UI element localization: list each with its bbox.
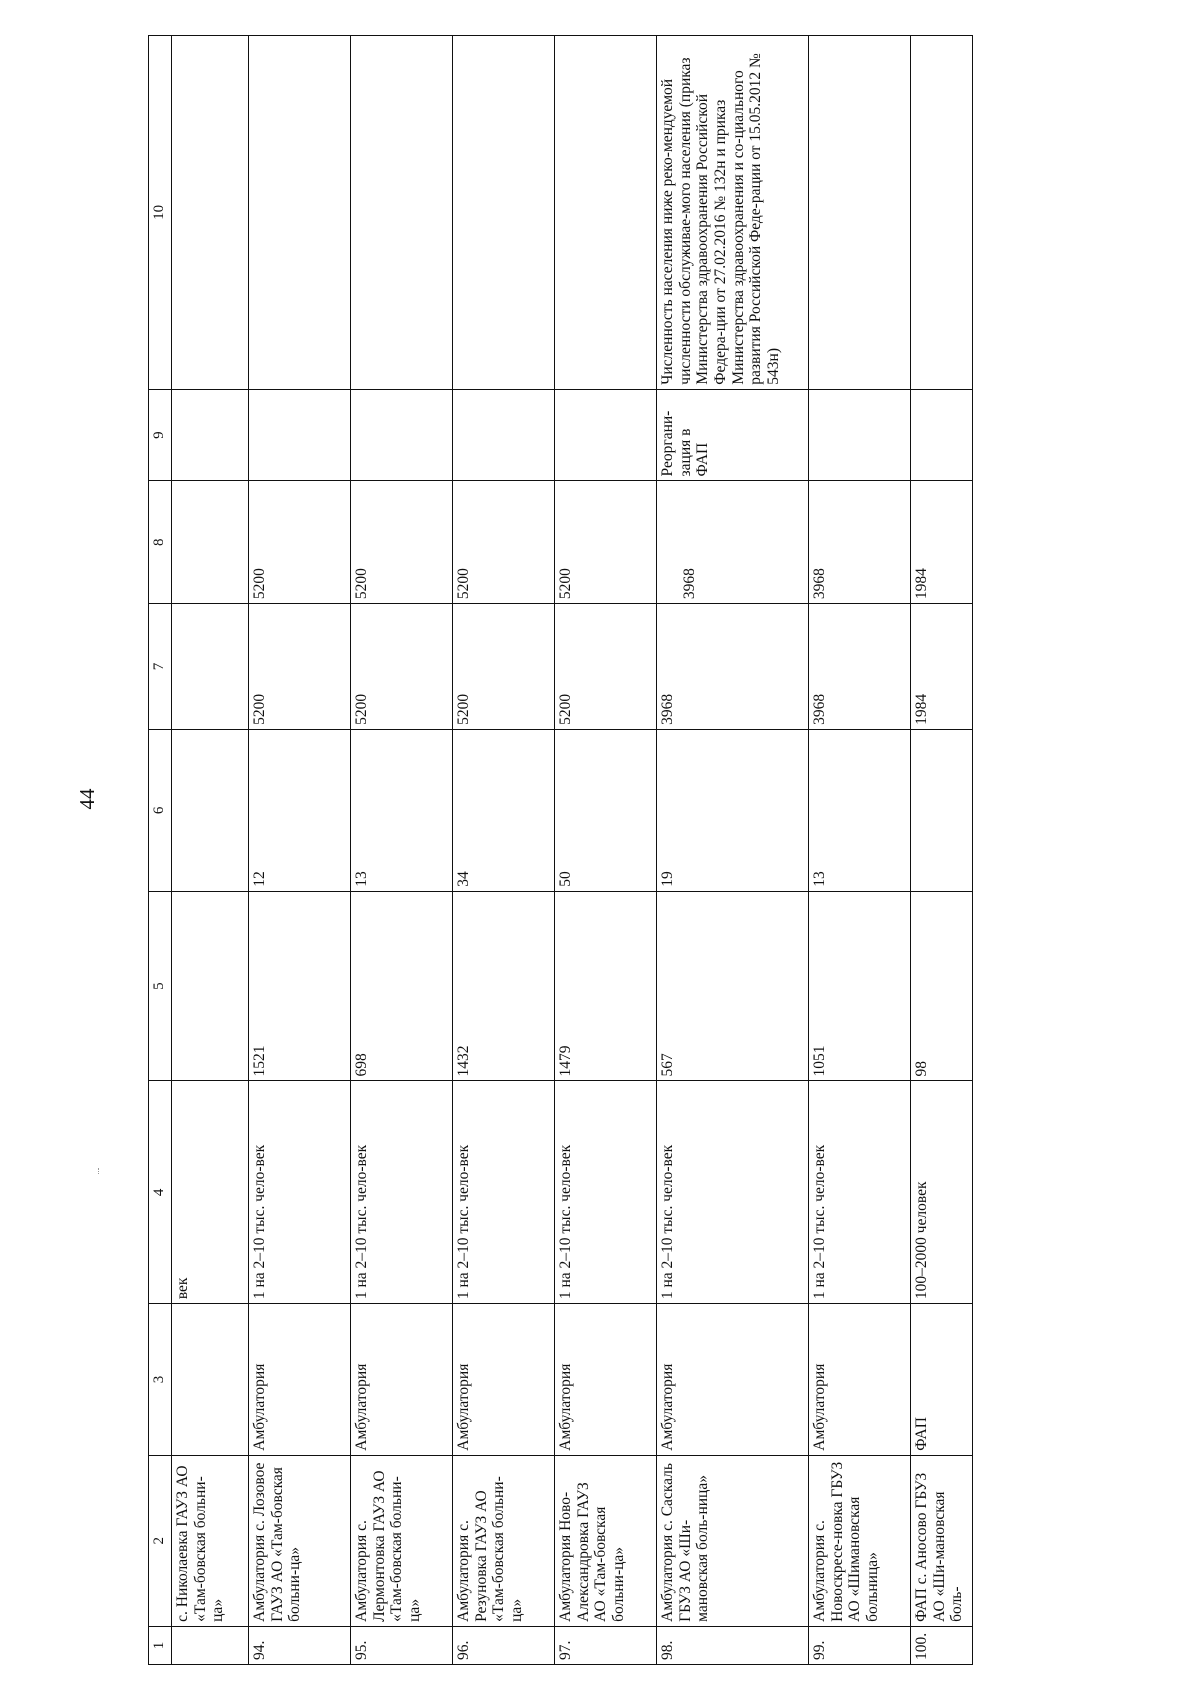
cell-justification	[453, 36, 555, 390]
cell-col8: 1984	[911, 481, 973, 604]
cell-justification	[911, 36, 973, 390]
cell-population: 98	[911, 891, 973, 1081]
cell-norm: 1 на 2–10 тыс. чело-век	[555, 1081, 657, 1304]
cell-col8: 5200	[555, 481, 657, 604]
cell-col8: 5200	[249, 481, 351, 604]
cell-action	[172, 389, 249, 481]
cell-population: 567	[657, 891, 809, 1081]
cell-justification	[249, 36, 351, 390]
cell-institution: Амбулатория с. Саскаль ГБУЗ АО «Ши-мановская боль-ница»	[657, 1455, 809, 1626]
data-table	[148, 35, 973, 1665]
cell-action: Реоргани-зация в ФАП	[657, 389, 809, 481]
cell-type	[172, 1304, 249, 1456]
cell-action	[351, 389, 453, 481]
table-header-row	[149, 36, 172, 1665]
cell-norm: век	[172, 1081, 249, 1304]
table-row	[809, 36, 911, 1665]
cell-col7: 3968	[657, 604, 809, 730]
cell-col8: 5200	[453, 481, 555, 604]
cell-number: 97.	[555, 1626, 657, 1664]
column-header: 1	[149, 1626, 172, 1664]
cell-col6: 13	[351, 729, 453, 891]
cell-type: Амбулатория	[351, 1304, 453, 1456]
cell-population: 1432	[453, 891, 555, 1081]
table-row	[911, 36, 973, 1665]
cell-institution: ФАП с. Аносово ГБУЗ АО «Ши-мановская боль-	[911, 1455, 973, 1626]
column-header: 5	[149, 891, 172, 1081]
cell-number: 95.	[351, 1626, 453, 1664]
table-row	[172, 36, 249, 1665]
table-row	[555, 36, 657, 1665]
cell-number: 94.	[249, 1626, 351, 1664]
column-header: 10	[149, 36, 172, 390]
cell-institution: Амбулатория Ново-Александровка ГАУЗ АО «Там-бовская больни-ца»	[555, 1455, 657, 1626]
cell-col6: 19	[657, 729, 809, 891]
cell-institution: Амбулатория с. Резуновка ГАУЗ АО «Там-бовская больни-ца»	[453, 1455, 555, 1626]
cell-col8: 5200	[351, 481, 453, 604]
column-header: 8	[149, 481, 172, 604]
cell-col8: 3968	[809, 481, 911, 604]
cell-action	[249, 389, 351, 481]
cell-number: 99.	[809, 1626, 911, 1664]
rotated-table-container	[148, 35, 1048, 1665]
cell-action	[911, 389, 973, 481]
cell-action	[555, 389, 657, 481]
column-header: 3	[149, 1304, 172, 1456]
cell-institution: Амбулатория с. Новоскресе-новка ГБУЗ АО «Шимановская больница»	[809, 1455, 911, 1626]
cell-norm: 1 на 2–10 тыс. чело-век	[351, 1081, 453, 1304]
cell-number: 98.	[657, 1626, 809, 1664]
cell-col8-value: 3968	[681, 568, 699, 600]
cell-col7: 1984	[911, 604, 973, 730]
column-header: 6	[149, 729, 172, 891]
cell-col7: 5200	[555, 604, 657, 730]
cell-type: Амбулатория	[657, 1304, 809, 1456]
cell-action	[809, 389, 911, 481]
cell-col7: 3968	[809, 604, 911, 730]
cell-type: Амбулатория	[809, 1304, 911, 1456]
cell-institution: Амбулатория с. Лозовое ГАУЗ АО «Там-бовская больни-ца»	[249, 1455, 351, 1626]
column-header: 9	[149, 389, 172, 481]
table-row	[249, 36, 351, 1665]
table-row	[351, 36, 453, 1665]
table-row	[453, 36, 555, 1665]
column-header: 7	[149, 604, 172, 730]
scan-speck	[98, 1168, 103, 1174]
cell-institution: с. Николаевка ГАУЗ АО «Там-бовская больни-ца»	[172, 1455, 249, 1626]
cell-col7: 5200	[351, 604, 453, 730]
cell-justification	[809, 36, 911, 390]
cell-col6: 34	[453, 729, 555, 891]
cell-col7: 5200	[249, 604, 351, 730]
cell-col7: 5200	[453, 604, 555, 730]
cell-number: 96.	[453, 1626, 555, 1664]
cell-col6: 50	[555, 729, 657, 891]
cell-col7	[172, 604, 249, 730]
cell-col8	[657, 481, 809, 604]
cell-type: ФАП	[911, 1304, 973, 1456]
cell-justification	[351, 36, 453, 390]
cell-population: 1479	[555, 891, 657, 1081]
cell-norm: 1 на 2–10 тыс. чело-век	[657, 1081, 809, 1304]
cell-norm: 1 на 2–10 тыс. чело-век	[453, 1081, 555, 1304]
cell-justification	[172, 36, 249, 390]
cell-institution: Амбулатория с. Лермонтовка ГАУЗ АО «Там-бовская больни-ца»	[351, 1455, 453, 1626]
cell-type: Амбулатория	[249, 1304, 351, 1456]
cell-justification	[555, 36, 657, 390]
cell-type: Амбулатория	[555, 1304, 657, 1456]
cell-action	[453, 389, 555, 481]
cell-population	[172, 891, 249, 1081]
column-header: 4	[149, 1081, 172, 1304]
cell-col6: 12	[249, 729, 351, 891]
cell-norm: 1 на 2–10 тыс. чело-век	[809, 1081, 911, 1304]
cell-justification: Численность населения ниже реко-мендуемой численности обслуживае-мого населения (приказ Министерства здравоохранения Российской Федера-ции от 27.02.2016 № 132н и приказ Министерства здравоохранения и со-циального развития Российской Феде-рации от 15.05.2012 № 543н)	[657, 36, 809, 390]
cell-population: 698	[351, 891, 453, 1081]
cell-col8	[172, 481, 249, 604]
column-header: 2	[149, 1455, 172, 1626]
page-number: 44	[75, 788, 99, 810]
table-row	[657, 36, 809, 1665]
cell-population: 1051	[809, 891, 911, 1081]
cell-norm: 100–2000 человек	[911, 1081, 973, 1304]
cell-col6	[172, 729, 249, 891]
cell-population: 1521	[249, 891, 351, 1081]
cell-col6	[911, 729, 973, 891]
cell-col6: 13	[809, 729, 911, 891]
cell-norm: 1 на 2–10 тыс. чело-век	[249, 1081, 351, 1304]
cell-number	[172, 1626, 249, 1664]
cell-number: 100.	[911, 1626, 973, 1664]
cell-type: Амбулатория	[453, 1304, 555, 1456]
